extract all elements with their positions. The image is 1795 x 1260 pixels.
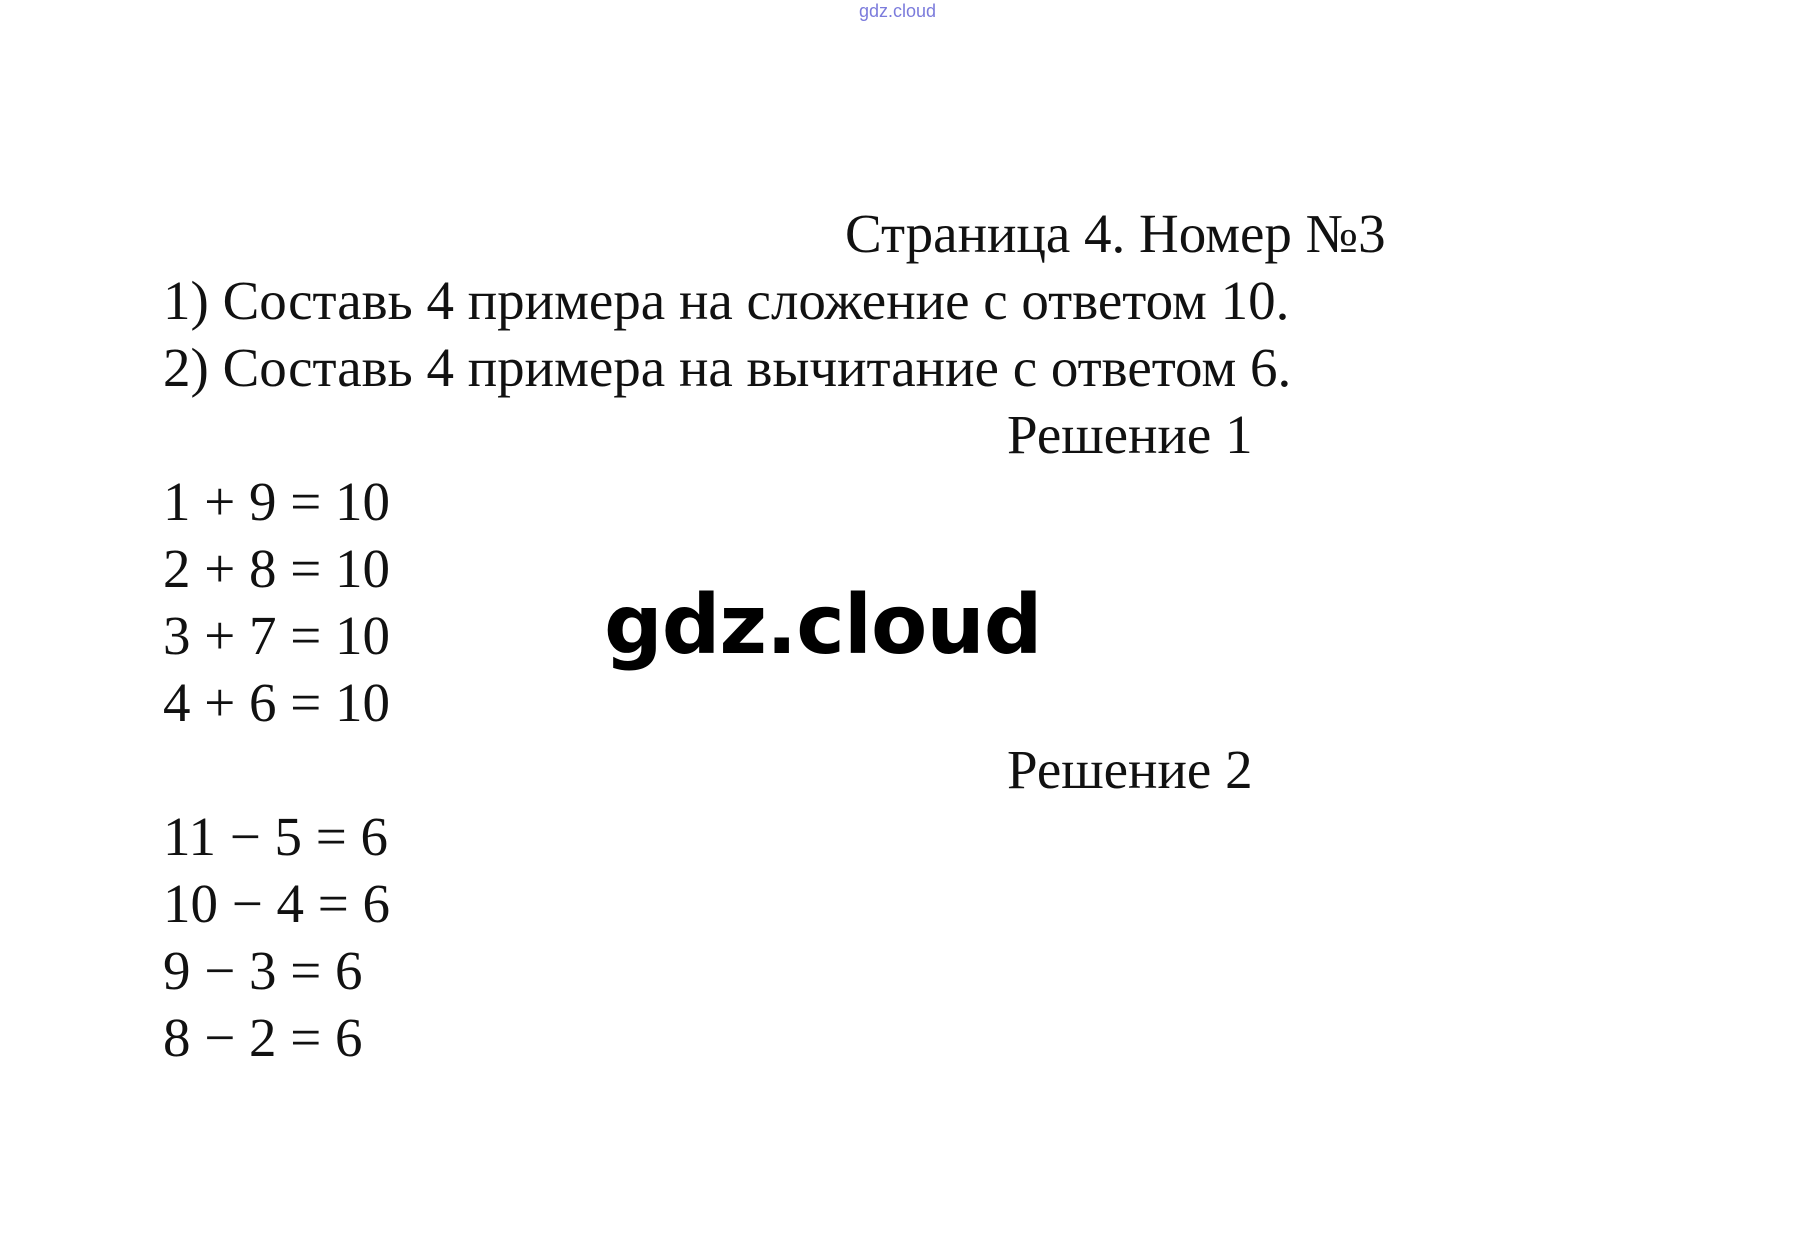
site-link[interactable]: gdz.cloud [858, 1, 937, 21]
equation: 8 − 2 = 6 [163, 1007, 363, 1068]
equation: 1 + 9 = 10 [163, 471, 391, 532]
solution-1-equations [163, 468, 390, 736]
equation: 3 + 7 = 10 [163, 605, 391, 666]
solution-1-heading: Решение 1 [1007, 404, 1253, 465]
task-1-text: 1) Составь 4 примера на сложение с ответом 10. [163, 270, 1290, 331]
task-2-text: 2) Составь 4 примера на вычитание с ответом 6. [163, 337, 1292, 398]
equation: 9 − 3 = 6 [163, 940, 363, 1001]
solution-2-equations [163, 803, 390, 1071]
equation: 2 + 8 = 10 [163, 538, 391, 599]
watermark-logo: gdz.cloud [604, 578, 1042, 673]
equation: 4 + 6 = 10 [163, 672, 391, 733]
equation: 10 − 4 = 6 [163, 873, 391, 934]
solution-2-heading: Решение 2 [1007, 739, 1253, 800]
equation: 11 − 5 = 6 [163, 806, 388, 867]
page-title: Страница 4. Номер №3 [845, 203, 1386, 264]
